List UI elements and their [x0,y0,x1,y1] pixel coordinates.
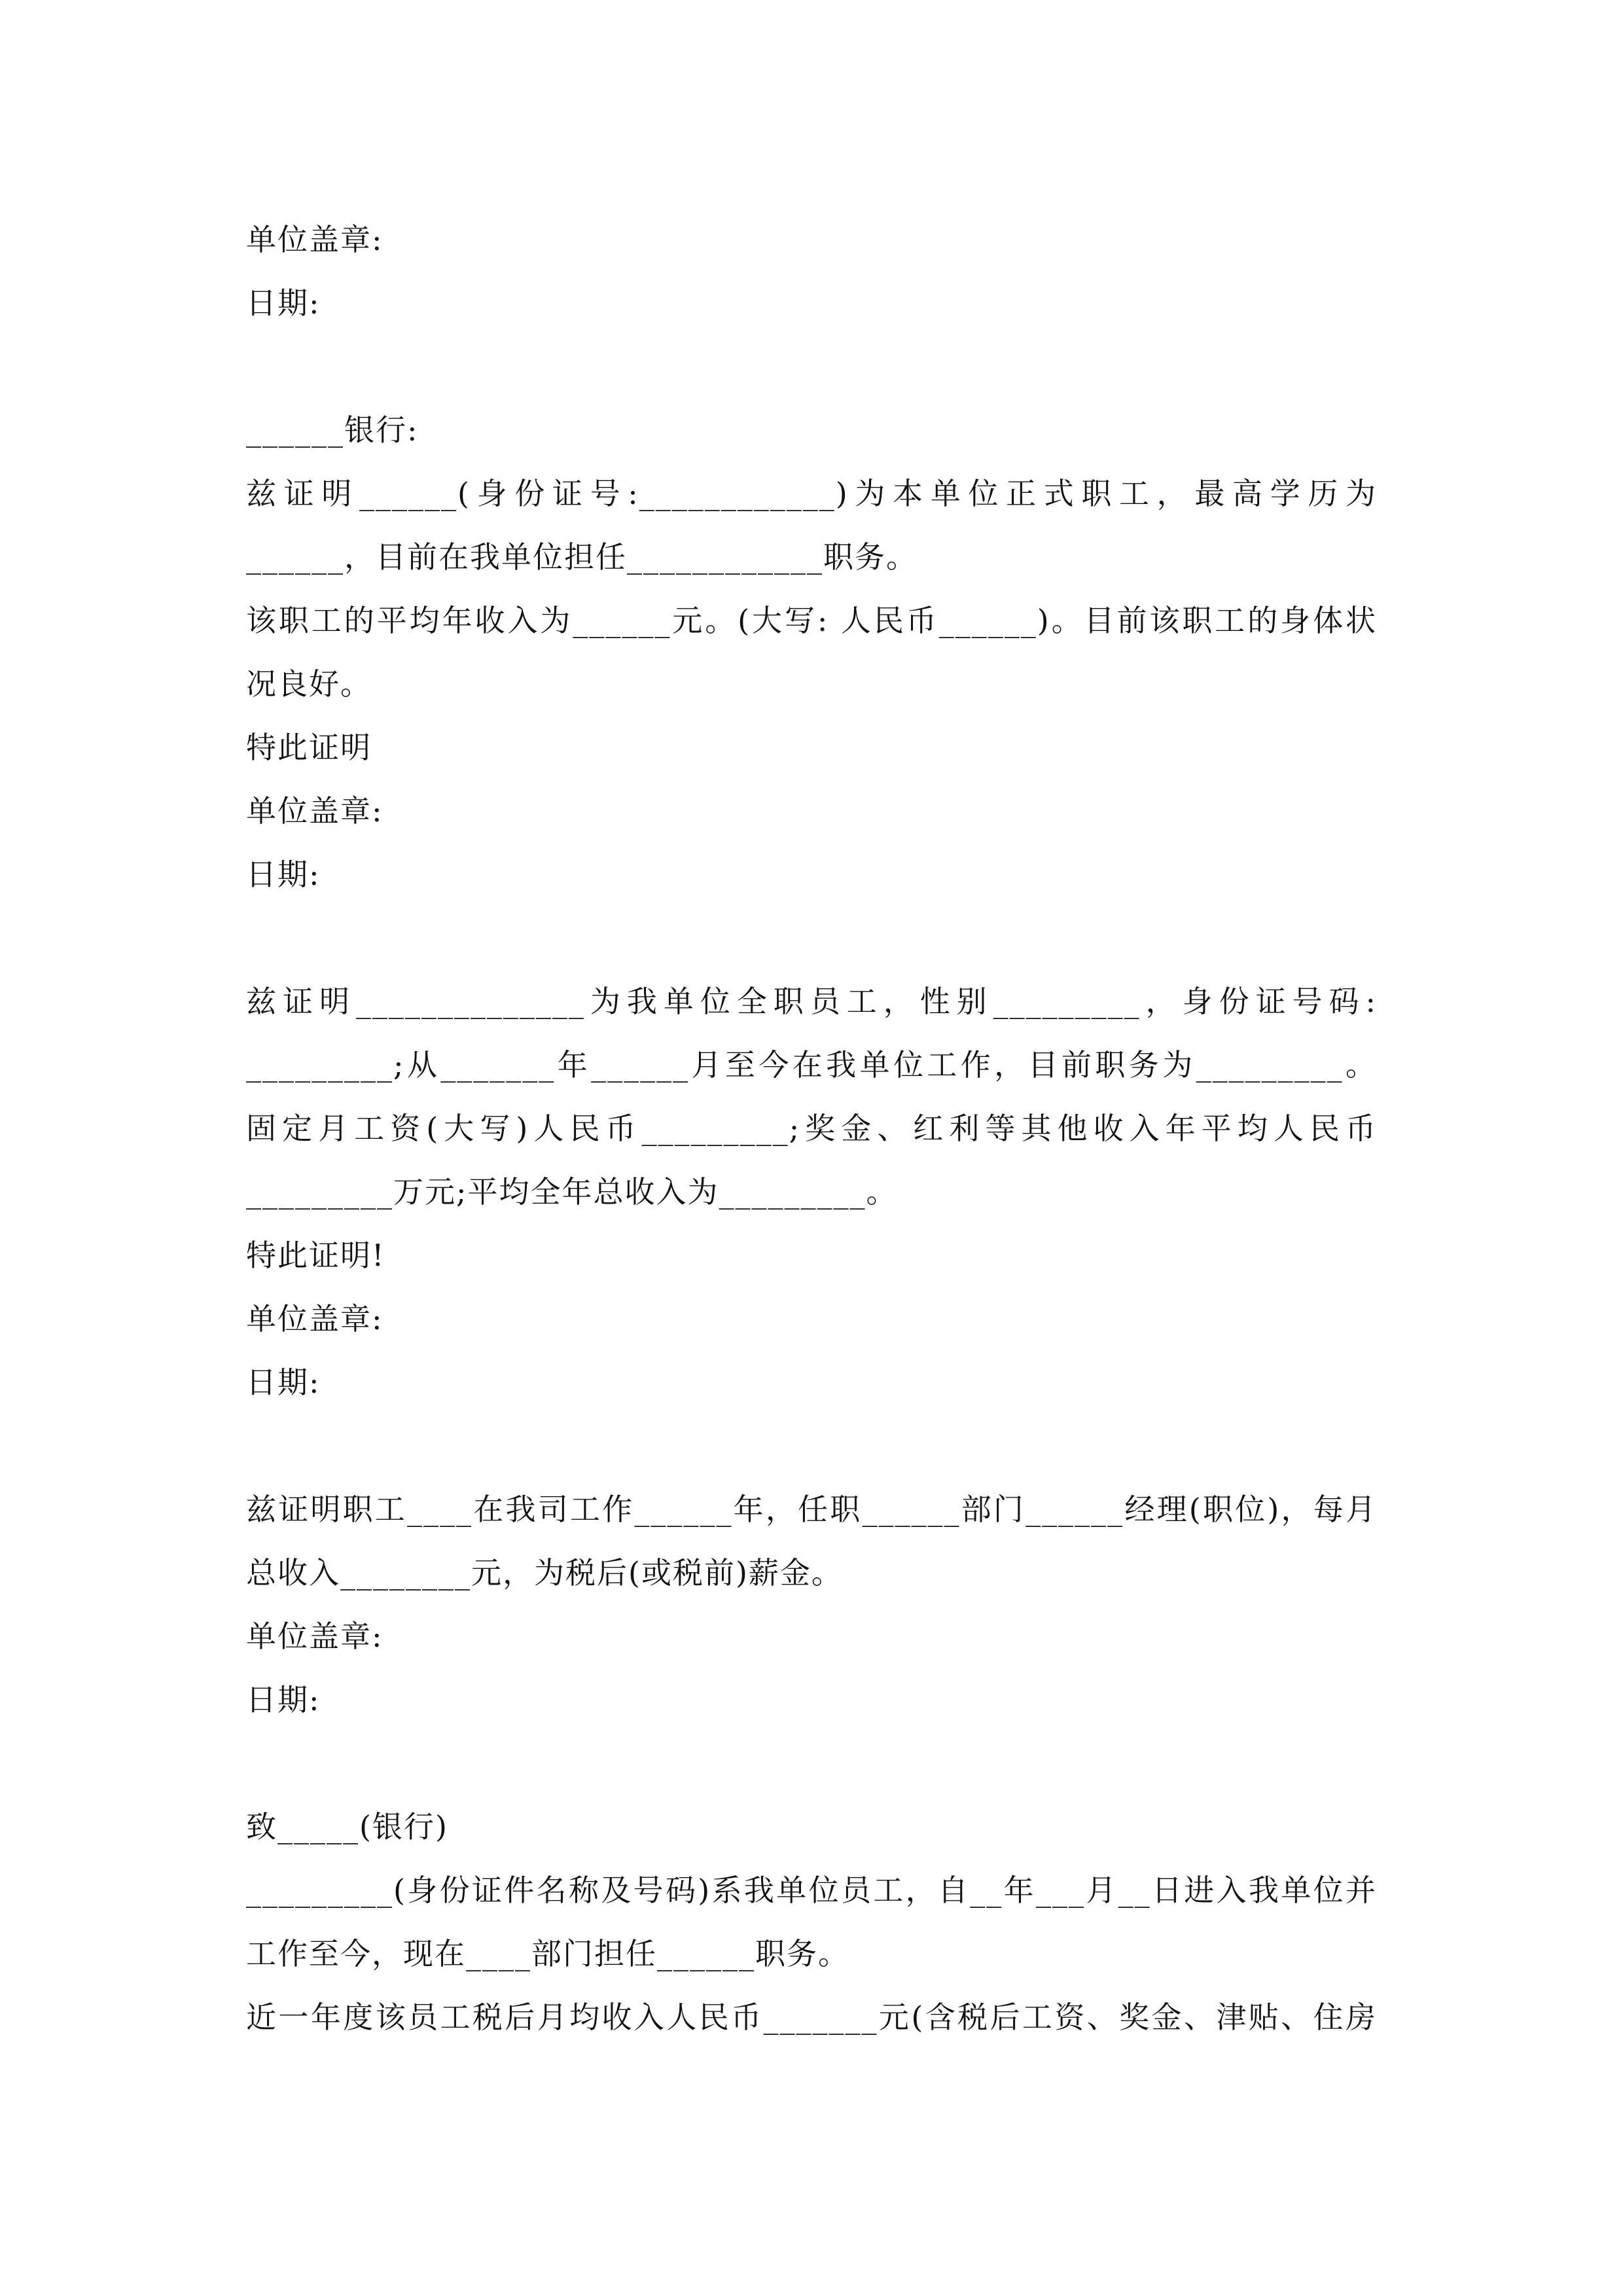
s2-line-1: 兹证明______(身份证号:____________)为本单位正式职工，最高学历为 [246,476,1377,511]
s3-line-4: _________万元;平均全年总收入为_________。 [246,1174,898,1210]
section-gap [246,1732,1377,1795]
s5-line-4: 近一年度该员工税后月均收入人民币_______元(含税后工资、奖金、津贴、住房 [246,2000,1377,2035]
s5-line-3: 工作至今，现在____部门担任______职务。 [246,1936,849,1971]
s2-seal-line: 单位盖章: [246,793,383,829]
s5-to-bank-line: 致_____(银行) [246,1809,448,1844]
s3-line-3: 固定月工资(大写)人民币_________;奖金、红利等其他收入年平均人民币 [246,1111,1377,1146]
s4-line-1: 兹证明职工____在我司工作______年，任职______部门______经理(职位)，每月 [246,1492,1377,1527]
s5-line-2: _________(身份证件名称及号码)系我单位员工，自__年___月__日进入我单位并 [246,1873,1377,1908]
s2-bank-line: ______银行: [246,412,419,448]
s4-seal-line: 单位盖章: [246,1619,383,1654]
section-gap [246,1414,1377,1478]
s1-date-line: 日期: [246,285,321,321]
document-page [246,208,1377,2049]
s4-date-line: 日期: [246,1682,321,1717]
s3-certify-line: 特此证明! [246,1238,385,1273]
s2-line-2: ______，目前在我单位担任____________职务。 [246,539,918,575]
s2-date-line: 日期: [246,857,321,892]
s2-line-3: 该职工的平均年收入为______元。(大写: 人民币______)。目前该职工的身体状 [246,603,1377,638]
s4-line-2: 总收入________元，为税后(或税前)薪金。 [246,1555,843,1590]
s1-seal-line: 单位盖章: [246,222,383,257]
section-gap [246,335,1377,399]
s3-line-1: 兹证明______________为我单位全职员工，性别_________，身份证号码: [246,984,1377,1019]
section-gap [246,906,1377,970]
s3-line-2: _________;从_______年______月至今在我单位工作，目前职务为_________。 [246,1047,1377,1083]
s3-seal-line: 单位盖章: [246,1301,383,1336]
s2-line-4: 况良好。 [246,666,372,702]
s3-date-line: 日期: [246,1365,321,1400]
s2-certify-line: 特此证明 [246,730,372,765]
